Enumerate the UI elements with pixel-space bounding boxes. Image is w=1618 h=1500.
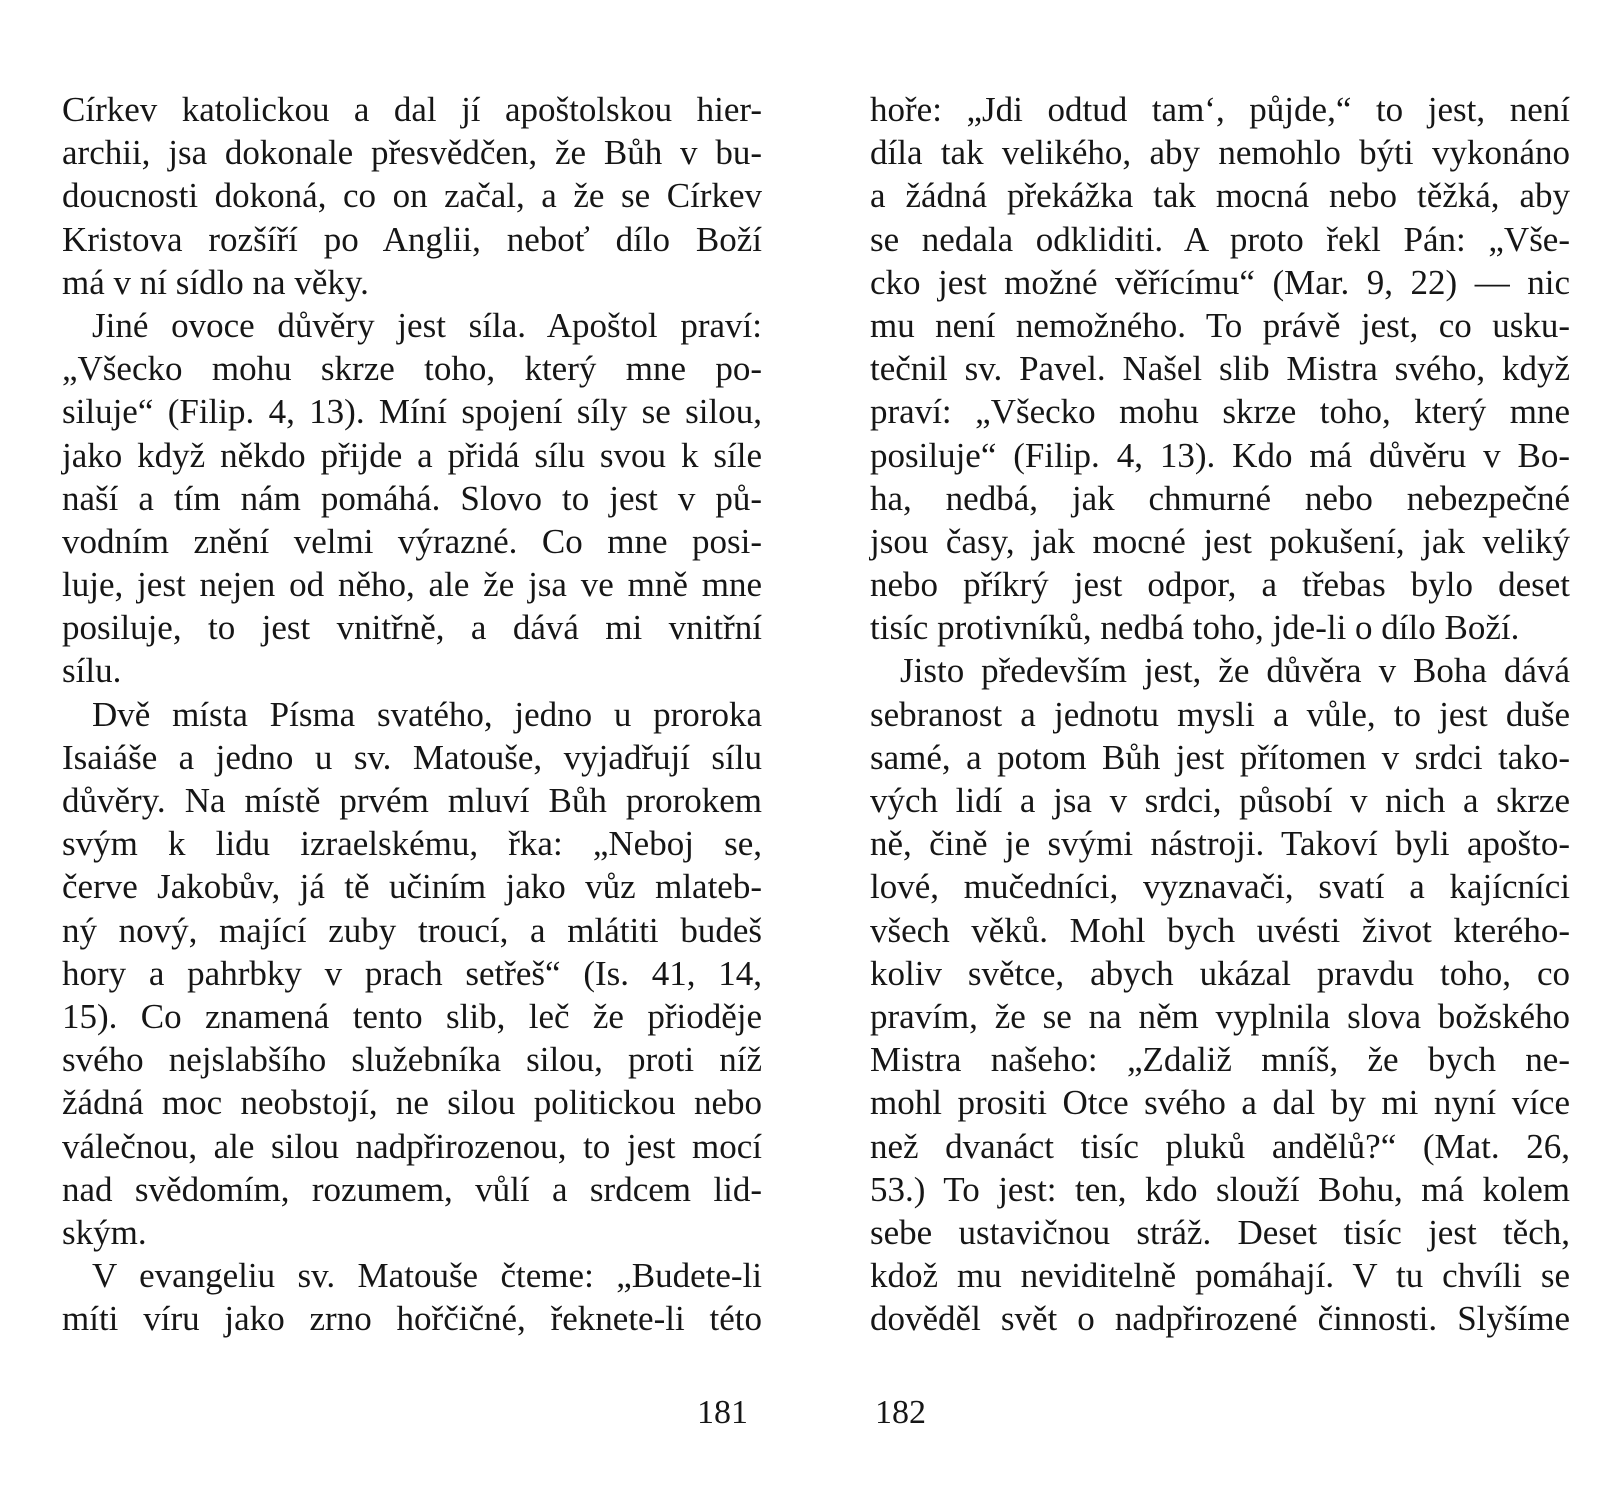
text-line: sebranost a jednotu mysli a vůle, to jest duše xyxy=(870,694,1570,734)
text-line: se nedala odkliditi. A proto řekl Pán: „Vše- xyxy=(870,219,1570,259)
left-page xyxy=(62,88,762,1340)
text-line: 15). Co znamená tento slib, leč že přioděje xyxy=(62,996,762,1036)
right-page xyxy=(870,88,1570,1340)
text-line: vých lidí a jsa v srdci, působí v nich a skrze xyxy=(870,781,1570,820)
text-line: válečnou, ale silou nadpřirozenou, to jest mocí xyxy=(62,1126,762,1166)
text-line: ským. xyxy=(62,1212,147,1252)
text-line: lové, mučedníci, vyznavači, svatí a kajícníci xyxy=(870,867,1570,907)
text-line: červe Jakobův, já tě učiním jako vůz mlateb- xyxy=(62,867,762,907)
text-line: sebe ustavičnou stráž. Deset tisíc jest těch, xyxy=(870,1212,1570,1252)
text-line: jsou časy, jak mocné jest pokušení, jak veliký xyxy=(870,521,1570,561)
text-line: posiluje, to jest vnitřně, a dává mi vnitřní xyxy=(62,608,762,648)
text-line: Mistra našeho: „Zdaliž mníš, že bych ne- xyxy=(870,1040,1570,1080)
text-line: míti víru jako zrno hořčičné, řeknete-li této xyxy=(62,1299,762,1339)
text-line: svým k lidu izraelskému, řka: „Neboj se, xyxy=(62,824,762,864)
text-line: posiluje“ (Filip. 4, 13). Kdo má důvěru v Bo- xyxy=(870,435,1570,475)
text-line: cko jest možné věřícímu“ (Mar. 9, 22) — nic xyxy=(870,262,1570,302)
text-line: a žádná překážka tak mocná nebo těžká, aby xyxy=(870,176,1570,216)
text-line: Jiné ovoce důvěry jest síla. Apoštol praví: xyxy=(92,305,762,345)
text-line: praví: „Všecko mohu skrze toho, který mne xyxy=(870,392,1570,432)
text-line: všech věků. Mohl bych uvésti život kterého- xyxy=(870,910,1570,950)
text-line: nad svědomím, rozumem, vůlí a srdcem lid- xyxy=(62,1169,762,1209)
text-line: Jisto především jest, že důvěra v Boha dává xyxy=(900,651,1570,691)
text-line: sílu. xyxy=(62,651,122,691)
text-line: luje, jest nejen od něho, ale že jsa ve mně mne xyxy=(62,565,762,605)
text-line: samé, a potom Bůh jest přítomen v srdci tako- xyxy=(870,737,1570,777)
text-line: žádná moc neobstojí, ne silou politickou nebo xyxy=(62,1083,762,1123)
text-line: naší a tím nám pomáhá. Slovo to jest v pů- xyxy=(62,478,762,518)
text-line: mu není nemožného. To právě jest, co usku- xyxy=(870,305,1570,345)
text-line: důvěry. Na místě prvém mluví Bůh prorokem xyxy=(62,781,762,820)
text-line: V evangeliu sv. Matouše čteme: „Budete-li xyxy=(92,1256,762,1296)
text-line: vodním znění velmi výrazné. Co mne posi- xyxy=(62,521,762,561)
text-line: hory a pahrbky v prach setřeš“ (Is. 41, 14, xyxy=(62,953,762,993)
text-line: Isaiáše a jedno u sv. Matouše, vyjadřují sílu xyxy=(62,737,762,777)
right-page-number: 182 xyxy=(875,1394,926,1431)
text-line: hoře: „Jdi odtud tam‘, půjde,“ to jest, není xyxy=(870,90,1570,129)
text-line: kdož mu neviditelně pomáhají. V tu chvíli se xyxy=(870,1256,1570,1296)
text-line: Církev katolickou a dal jí apoštolskou hier- xyxy=(62,90,762,129)
text-line: než dvanáct tisíc pluků andělů?“ (Mat. 26, xyxy=(870,1126,1570,1166)
text-line: mohl prositi Otce svého a dal by mi nyní více xyxy=(870,1083,1570,1123)
text-line: koliv světce, abych ukázal pravdu toho, co xyxy=(870,953,1570,993)
text-line: má v ní sídlo na věky. xyxy=(62,262,369,302)
text-line: ně, čině je svými nástroji. Takoví byli apošto- xyxy=(870,824,1570,864)
text-line: 53.) To jest: ten, kdo slouží Bohu, má kolem xyxy=(870,1169,1570,1209)
text-line: svého nejslabšího služebníka silou, proti níž xyxy=(62,1040,762,1080)
text-line: dověděl svět o nadpřirozené činnosti. Slyšíme xyxy=(870,1299,1570,1339)
text-line: pravím, že se na něm vyplnila slova božského xyxy=(870,996,1570,1036)
text-line: nebo příkrý jest odpor, a třebas bylo deset xyxy=(870,565,1570,605)
text-line: ha, nedbá, jak chmurné nebo nebezpečné xyxy=(870,478,1570,518)
left-page-number: 181 xyxy=(697,1394,748,1431)
text-line: ný nový, mající zuby troucí, a mlátiti budeš xyxy=(62,910,762,950)
text-line: archii, jsa dokonale přesvědčen, že Bůh v bu- xyxy=(62,133,762,173)
text-line: „Všecko mohu skrze toho, který mne po- xyxy=(62,349,762,389)
text-line: díla tak velikého, aby nemohlo býti vykonáno xyxy=(870,133,1570,173)
text-line: jako když někdo přijde a přidá sílu svou k síle xyxy=(62,435,762,475)
text-line: Dvě místa Písma svatého, jedno u proroka xyxy=(92,694,762,734)
text-line: tečnil sv. Pavel. Našel slib Mistra svého, když xyxy=(870,349,1570,389)
text-line: siluje“ (Filip. 4, 13). Míní spojení síly se silou, xyxy=(62,392,762,432)
text-line: doucnosti dokoná, co on začal, a že se Církev xyxy=(62,176,762,216)
text-line: tisíc protivníků, nedbá toho, jde-li o dílo Boží. xyxy=(870,608,1520,648)
text-line: Kristova rozšíří po Anglii, neboť dílo Boží xyxy=(62,219,762,259)
